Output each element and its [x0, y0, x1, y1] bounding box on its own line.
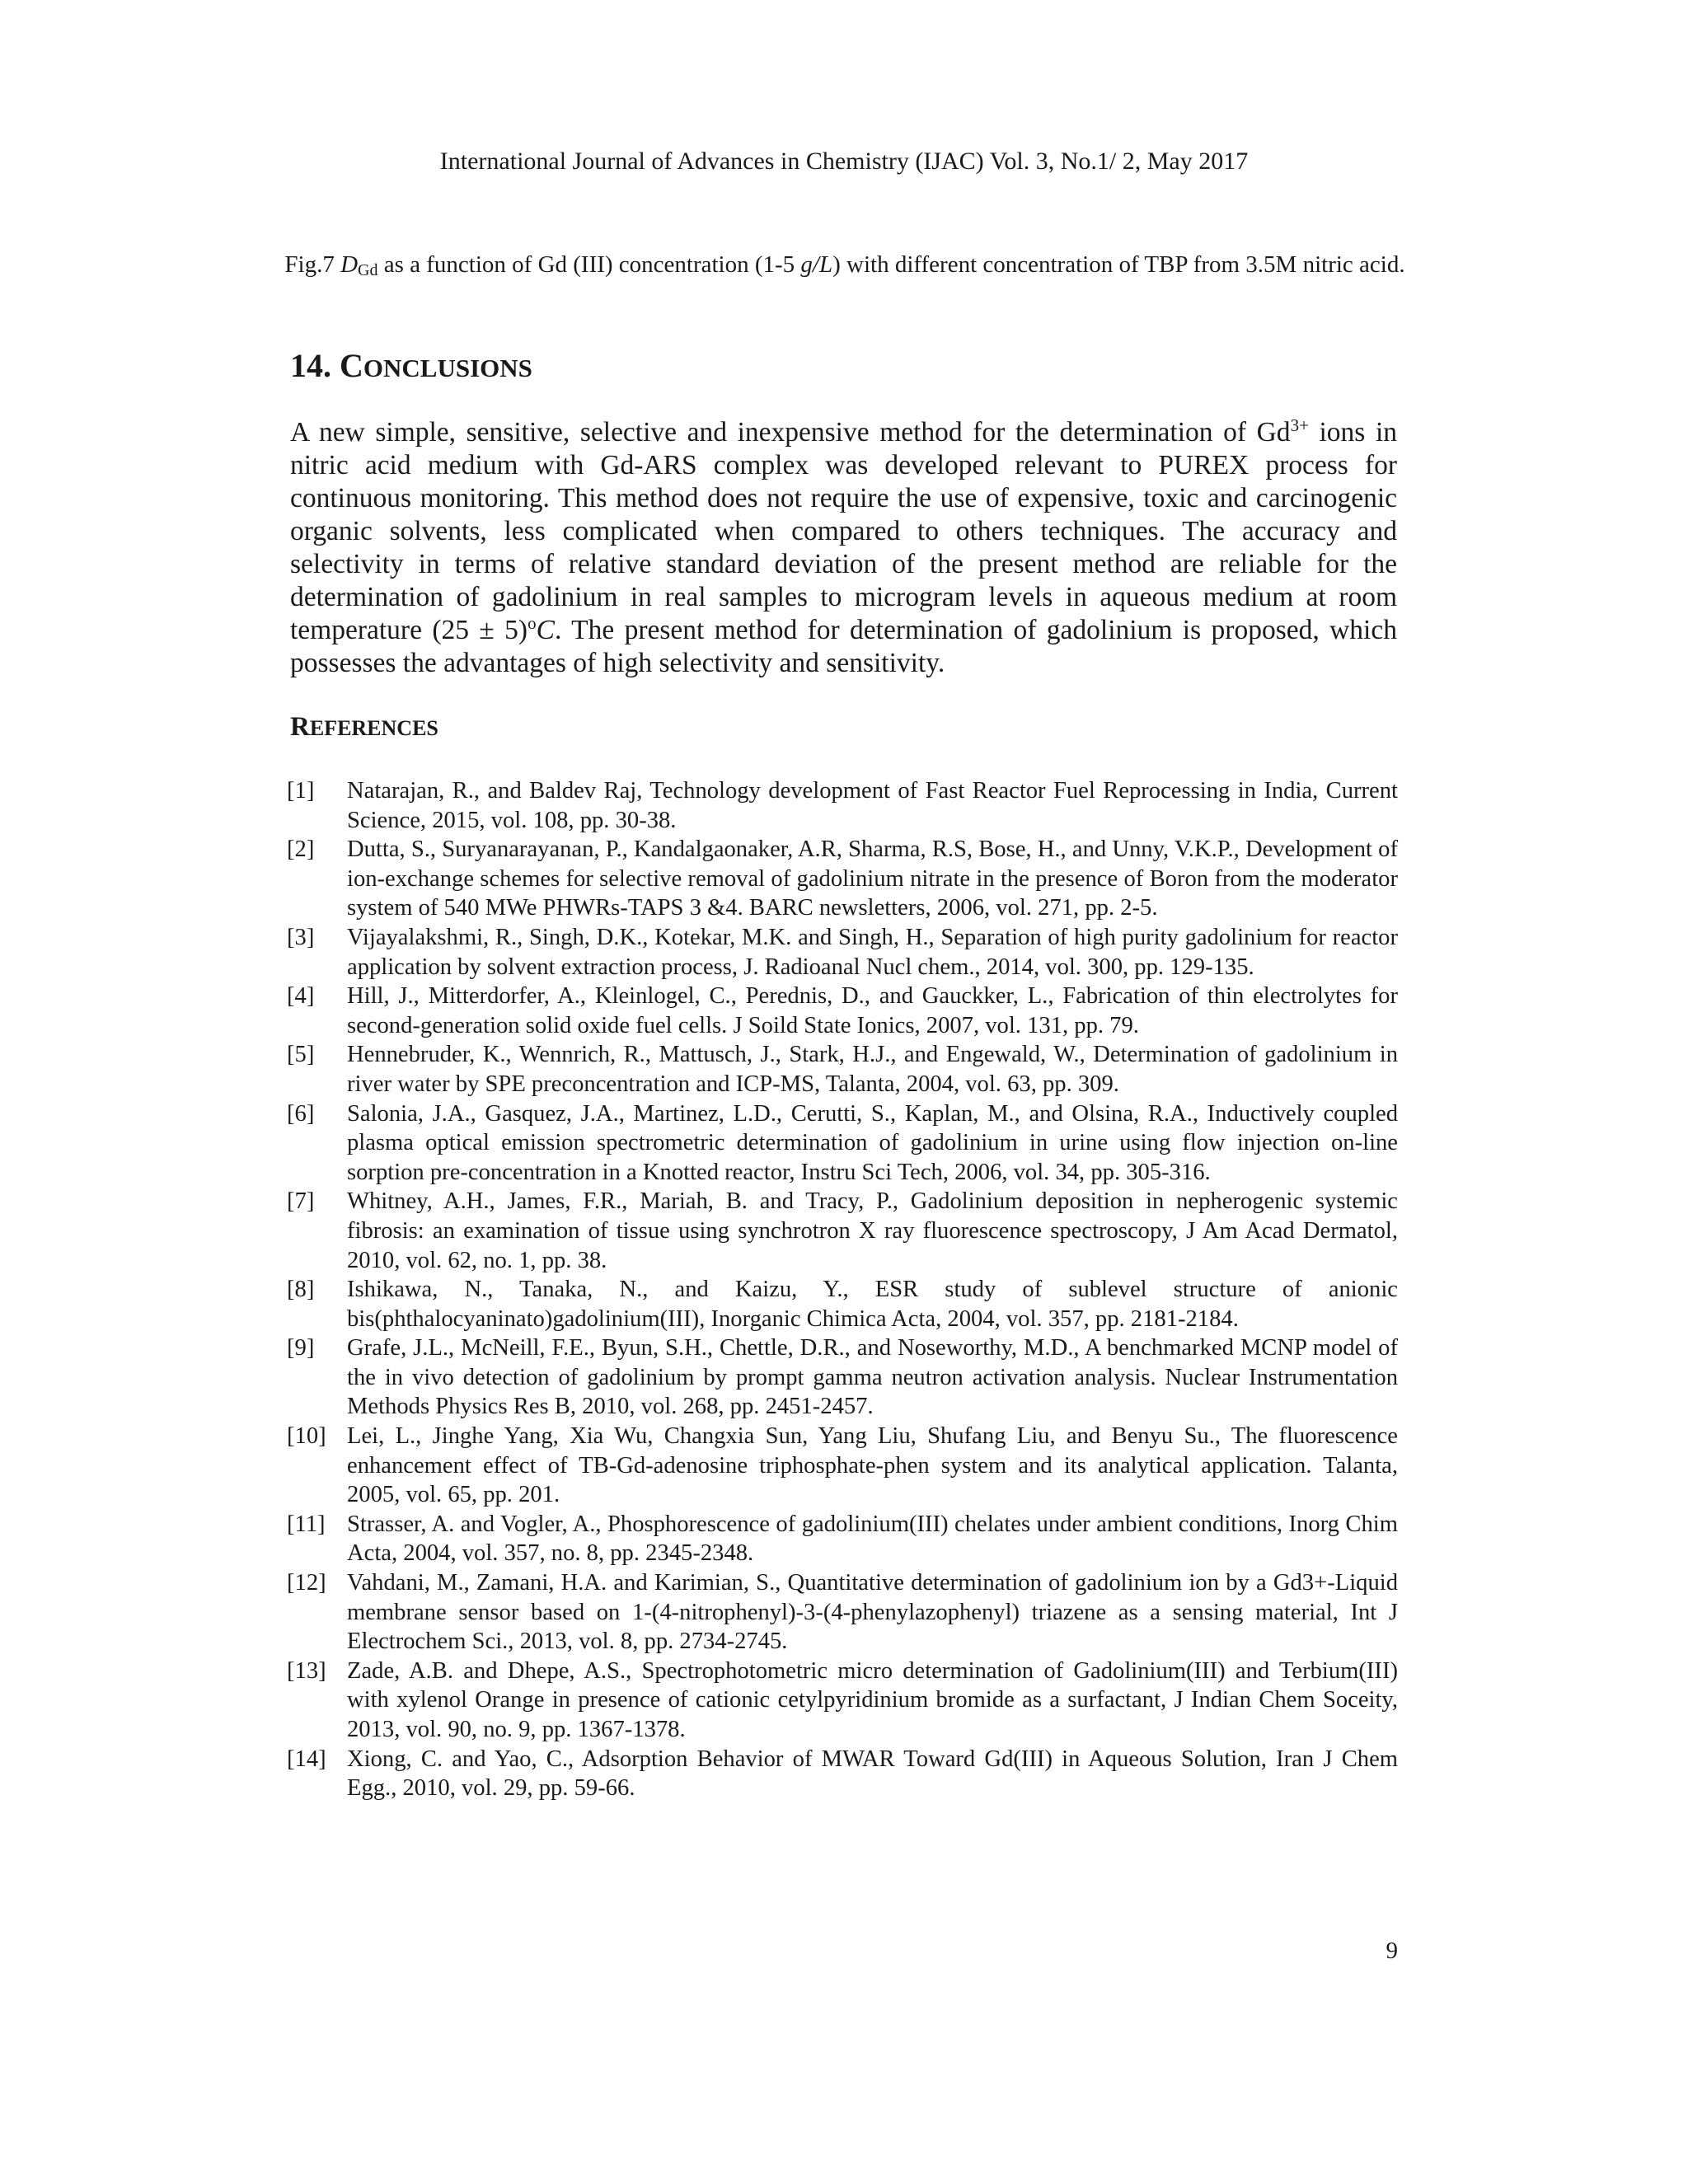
reference-item — [287, 1657, 1398, 1745]
reference-number: [11] — [287, 1511, 326, 1537]
conclusions-text-1: A new simple, sensitive, selective and inexpensive method for the determination of Gd — [290, 417, 1291, 448]
reference-number: [12] — [287, 1570, 326, 1596]
reference-text: Natarajan, R., and Baldev Raj, Technology development of Fast Reactor Fuel Reprocessing in India, Current Science, 2015, vol. 108, pp. 30-38. — [347, 778, 1398, 833]
conclusions-superscript-charge: 3+ — [1290, 415, 1309, 435]
conclusions-heading — [290, 346, 532, 388]
conclusions-heading-rest: ONCLUSIONS — [363, 354, 532, 382]
figure-caption-subscript: Gd — [358, 261, 378, 279]
reference-item — [287, 923, 1398, 982]
reference-number: [13] — [287, 1657, 326, 1684]
reference-item — [287, 1422, 1398, 1510]
conclusions-superscript-degree: o — [528, 612, 537, 633]
reference-text: Lei, L., Jinghe Yang, Xia Wu, Changxia Sun, Yang Liu, Shufang Liu, and Benyu Su., The fluorescence enhancement effect of TB-Gd-adenosine triphosphate-phen system and its analytical application. Talanta, 2005, vol. 65, pp. 201. — [347, 1423, 1398, 1508]
reference-text: Hennebruder, K., Wennrich, R., Mattusch, J., Stark, H.J., and Engewald, W., Determination of gadolinium in river water by SPE preconcentration and ICP-MS, Talanta, 2004, vol. 63, pp. 309. — [347, 1042, 1398, 1097]
figure-caption-symbol: D — [340, 251, 359, 278]
references-heading-rest: EFERENCES — [309, 716, 438, 740]
references-heading-initial: R — [290, 712, 310, 742]
reference-text: Whitney, A.H., James, F.R., Mariah, B. and Tracy, P., Gadolinium deposition in nepherogenic systemic fibrosis: an examination of tissue using synchrotron X ray fluorescence spectroscopy, J Am Acad Dermatol, 2010, vol. 62, no. 1, pp. 38. — [347, 1188, 1398, 1273]
reference-number: [10] — [287, 1423, 326, 1450]
reference-text: Zade, A.B. and Dhepe, A.S., Spectrophotometric micro determination of Gadolinium(III) and Terbium(III) with xylenol Orange in presence of cationic cetylpyridinium bromide as a surfactant, J Indian Chem Soceity, 2013, vol. 90, no. 9, pp. 1367-1378. — [347, 1657, 1398, 1742]
reference-number: [14] — [287, 1746, 326, 1772]
conclusions-text-3: . The present method for determination of gadolinium is proposed, which possesses the advantages of high selectivity and sensitivity. — [290, 615, 1397, 678]
reference-number: [6] — [287, 1100, 315, 1127]
reference-text: Strasser, A. and Vogler, A., Phosphorescence of gadolinium(III) chelates under ambient conditions, Inorg Chim Acta, 2004, vol. 357, no. 8, pp. 2345-2348. — [347, 1511, 1398, 1567]
page-number: 9 — [1386, 1938, 1398, 1964]
figure-caption-units: g/L — [800, 251, 833, 278]
reference-item — [287, 1040, 1398, 1099]
conclusions-temperature-unit: C — [536, 615, 555, 645]
reference-number: [9] — [287, 1335, 315, 1361]
reference-item — [287, 1099, 1398, 1188]
figure-caption-text: as a function of Gd (III) concentration (1-5 — [377, 251, 801, 278]
reference-item — [287, 1333, 1398, 1422]
conclusions-heading-number: 14. — [290, 347, 340, 384]
figure-caption — [280, 249, 1409, 286]
conclusions-paragraph — [290, 416, 1397, 680]
reference-item — [287, 1187, 1398, 1275]
reference-list — [287, 776, 1398, 1803]
reference-number: [3] — [287, 924, 315, 950]
reference-item — [287, 776, 1398, 835]
reference-number: [7] — [287, 1188, 315, 1215]
reference-item — [287, 1510, 1398, 1568]
reference-text: Vijayalakshmi, R., Singh, D.K., Kotekar, M.K. and Singh, H., Separation of high purity gadolinium for reactor application by solvent extraction process, J. Radioanal Nucl chem., 2014, vol. 300, pp. 129-135. — [347, 924, 1398, 980]
running-header: International Journal of Advances in Chemistry (IJAC) Vol. 3, No.1/ 2, May 2017 — [439, 148, 1249, 175]
reference-number: [1] — [287, 778, 315, 804]
reference-text: Xiong, C. and Yao, C., Adsorption Behavior of MWAR Toward Gd(III) in Aqueous Solution, Iran J Chem Egg., 2010, vol. 29, pp. 59-66. — [347, 1746, 1398, 1802]
reference-number: [8] — [287, 1277, 315, 1303]
figure-caption-text-end: ) with different concentration of TBP from 3.5M nitric acid. — [832, 251, 1405, 278]
reference-text: Grafe, J.L., McNeill, F.E., Byun, S.H., Chettle, D.R., and Noseworthy, M.D., A benchmarked MCNP model of the in vivo detection of gadolinium by prompt gamma neutron activation analysis. Nuclear Instrumentation Methods Physics Res B, 2010, vol. 268, pp. 2451-2457. — [347, 1335, 1398, 1420]
reference-item — [287, 982, 1398, 1040]
reference-number: [4] — [287, 983, 315, 1010]
reference-text: Ishikawa, N., Tanaka, N., and Kaizu, Y., ESR study of sublevel structure of anionic bis(phthalocyaninato)gadolinium(III), Inorganic Chimica Acta, 2004, vol. 357, pp. 2181-2184. — [347, 1277, 1398, 1332]
conclusions-text-2: ions in nitric acid medium with Gd-ARS complex was developed relevant to PUREX process for continuous monitoring. This method does not require the use of expensive, toxic and carcinogenic organic solvents, less complicated when compared to others techniques. The accuracy and selectivity in terms of relative standard deviation of the present method are reliable for the determination of gadolinium in real samples to microgram levels in aqueous medium at room temperature (25 ± 5) — [290, 417, 1397, 645]
reference-text: Dutta, S., Suryanarayanan, P., Kandalgaonaker, A.R, Sharma, R.S, Bose, H., and Unny, V.K.P., Development of ion-exchange schemes for selective removal of gadolinium nitrate in the presence of Boron from the moderator system of 540 MWe PHWRs-TAPS 3 &4. BARC newsletters, 2006, vol. 271, pp. 2-5. — [347, 837, 1398, 921]
reference-text: Vahdani, M., Zamani, H.A. and Karimian, S., Quantitative determination of gadolinium ion by a Gd3+-Liquid membrane sensor based on 1-(4-nitrophenyl)-3-(4-phenylazophenyl) triazene as a sensing material, Int J Electrochem Sci., 2013, vol. 8, pp. 2734-2745. — [347, 1570, 1398, 1655]
reference-item — [287, 1745, 1398, 1803]
reference-item — [287, 1275, 1398, 1333]
reference-text: Salonia, J.A., Gasquez, J.A., Martinez, L.D., Cerutti, S., Kaplan, M., and Olsina, R.A., Inductively coupled plasma optical emission spectrometric determination of gadolinium in urine using flow injection on-line sorption pre-concentration in a Knotted reactor, Instru Sci Tech, 2006, vol. 34, pp. 305-316. — [347, 1100, 1398, 1185]
reference-text: Hill, J., Mitterdorfer, A., Kleinlogel, C., Perednis, D., and Gauckker, L., Fabrication of thin electrolytes for second-generation solid oxide fuel cells. J Soild State Ionics, 2007, vol. 131, pp. 79. — [347, 983, 1398, 1038]
reference-item — [287, 1568, 1398, 1657]
reference-item — [287, 835, 1398, 923]
conclusions-heading-initial: C — [340, 347, 363, 384]
references-heading — [290, 710, 438, 745]
reference-number: [5] — [287, 1042, 315, 1068]
reference-number: [2] — [287, 837, 315, 863]
figure-caption-prefix: Fig.7 — [284, 251, 341, 278]
